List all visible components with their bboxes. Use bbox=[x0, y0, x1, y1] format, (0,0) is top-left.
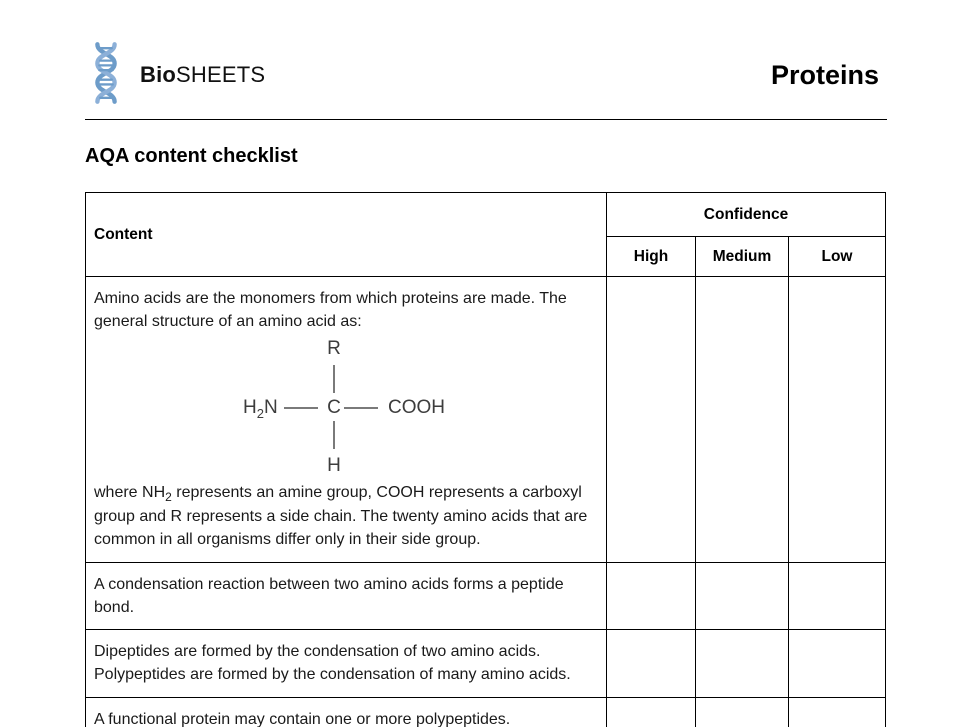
confidence-cell-low-row-3[interactable] bbox=[789, 630, 886, 697]
bond-line-top bbox=[333, 365, 335, 393]
confidence-cell-high-row-4[interactable] bbox=[607, 697, 696, 727]
row-text: Dipeptides are formed by the condensation of two amino acids. Polypeptides are formed by the condensation of many amino acids. bbox=[94, 643, 571, 684]
r-group-label: R bbox=[327, 338, 341, 360]
amine-n: N bbox=[263, 397, 278, 419]
confidence-column-header: Confidence bbox=[607, 193, 886, 237]
confidence-cell-medium-row-4[interactable] bbox=[696, 697, 789, 727]
bond-line-right bbox=[344, 407, 378, 409]
confidence-cell-medium-row-2[interactable] bbox=[696, 562, 789, 629]
outro-pre: where NH bbox=[94, 484, 166, 502]
section-heading: AQA content checklist bbox=[85, 145, 298, 167]
carbon-label: C bbox=[327, 397, 341, 419]
carboxyl-group-label: COOH bbox=[388, 397, 445, 419]
confidence-medium-header: Medium bbox=[696, 237, 789, 277]
header-divider bbox=[85, 119, 887, 120]
page-header bbox=[85, 0, 887, 106]
row-outro-text bbox=[94, 482, 596, 551]
content-column-header: Content bbox=[86, 193, 607, 277]
hydrogen-label: H bbox=[327, 455, 341, 477]
amino-acid-structure-diagram bbox=[94, 334, 596, 480]
brand-name-bold: Bio bbox=[140, 62, 177, 87]
bond-line-left bbox=[284, 407, 318, 409]
confidence-cell-high-row-3[interactable] bbox=[607, 630, 696, 697]
confidence-cell-low-row-1[interactable] bbox=[789, 277, 886, 563]
confidence-low-header: Low bbox=[789, 237, 886, 277]
outro-post: represents an amine group, COOH represents a carboxyl group and R represents a side chain. The twenty amino acids that are common in all organisms differ only in their side group. bbox=[94, 484, 588, 549]
amine-group-label bbox=[243, 395, 278, 423]
confidence-cell-medium-row-1[interactable] bbox=[696, 277, 789, 563]
row-text: A condensation reaction between two amino acids forms a peptide bond. bbox=[94, 575, 564, 616]
dna-helix-icon bbox=[85, 42, 127, 109]
amine-h: H bbox=[243, 397, 257, 419]
confidence-cell-high-row-1[interactable] bbox=[607, 277, 696, 563]
bond-line-bottom bbox=[333, 421, 335, 449]
confidence-high-header: High bbox=[607, 237, 696, 277]
confidence-cell-low-row-2[interactable] bbox=[789, 562, 886, 629]
brand-name-rest: SHEETS bbox=[176, 62, 266, 87]
outro-subscript: 2 bbox=[165, 490, 172, 505]
content-cell bbox=[86, 277, 607, 563]
table-row-amino-acids bbox=[86, 277, 886, 563]
confidence-cell-low-row-4[interactable] bbox=[789, 697, 886, 727]
confidence-cell-high-row-2[interactable] bbox=[607, 562, 696, 629]
brand-name bbox=[140, 62, 265, 88]
table-row-dipeptides bbox=[86, 630, 886, 697]
table-row-functional-protein bbox=[86, 697, 886, 727]
content-cell bbox=[86, 630, 607, 697]
brand bbox=[85, 42, 265, 109]
confidence-cell-medium-row-3[interactable] bbox=[696, 630, 789, 697]
content-cell bbox=[86, 697, 607, 727]
row-intro-text: Amino acids are the monomers from which proteins are made. The general structure of an amino acid as: bbox=[94, 290, 567, 330]
page-title: Proteins bbox=[770, 59, 879, 90]
row-text: A functional protein may contain one or more polypeptides. bbox=[94, 710, 511, 727]
amine-subscript: 2 bbox=[256, 406, 264, 422]
table-row-peptide-bond bbox=[86, 562, 886, 629]
content-cell bbox=[86, 562, 607, 629]
checklist-table bbox=[85, 192, 886, 727]
